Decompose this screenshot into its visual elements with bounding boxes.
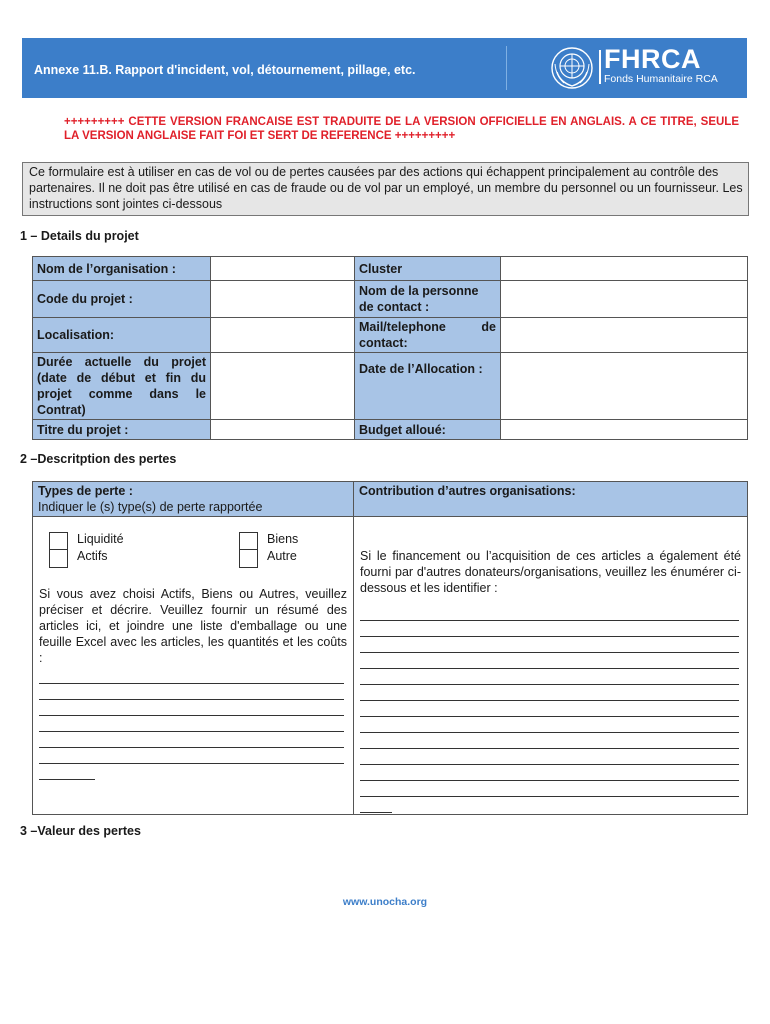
field-contact-mail-phone[interactable] [501,318,748,353]
field-project-code[interactable] [211,281,355,318]
field-project-duration[interactable] [211,353,355,420]
field-cluster[interactable] [501,257,748,281]
table-row [33,318,748,353]
field-project-title[interactable] [211,420,355,440]
field-budget[interactable] [501,420,748,440]
footer-website-link[interactable]: www.unocha.org [342,896,428,908]
checkbox-autre-label: Autre [267,549,297,563]
loss-type-checkboxes [39,532,347,576]
checkbox-autre[interactable] [239,549,258,568]
table-row [33,482,748,517]
project-details-table [32,256,748,440]
banner-divider [506,46,507,90]
field-location[interactable] [211,318,355,353]
checkbox-actifs[interactable] [49,549,68,568]
table-row [33,353,748,420]
header-banner [22,38,747,98]
loss-description-table [32,481,748,815]
contribution-instructions: Si le financement ou l’acquisition de ces articles a également été fourni par d'autres donateurs/organisations, veuillez les énumérer ci-dessous et les identifier : [360,549,741,595]
label-location: Localisation: [33,318,211,353]
loss-types-header [33,482,354,517]
field-organisation[interactable] [211,257,355,281]
contribution-cell [354,517,748,815]
label-project-code: Code du projet : [33,281,211,318]
label-allocation-date: Date de l’Allocation : [355,353,501,420]
field-contact-person[interactable] [501,281,748,318]
section-3-title: 3 –Valeur des pertes [20,824,141,838]
contribution-title: Contribution d’autres organisations: [359,484,576,498]
loss-details-instructions: Si vous avez choisi Actifs, Biens ou Autres, veuillez préciser et décrire. Veuillez fournir un résumé des articles ici, et joindre une liste d'emballage ou une feuille Excel avec les articles, les quantités et les coûts : [39,587,347,665]
contribution-header [354,482,748,517]
section-1-title: 1 – Details du projet [20,229,139,243]
loss-types-subtitle: Indiquer le (s) type(s) de perte rapportée [38,500,263,514]
loss-types-title: Types de perte : [38,484,133,498]
document-title: Annexe 11.B. Rapport d'incident, vol, détournement, pillage, etc. [34,63,416,77]
checkbox-biens-label: Biens [267,532,299,546]
label-project-duration: Durée actuelle du projet (date de début et fin du projet comme dans le Contrat) [33,353,211,420]
section-2-title: 2 –Descritption des pertes [20,452,177,466]
label-organisation: Nom de l’organisation : [33,257,211,281]
un-emblem-icon [550,46,594,90]
loss-types-cell [33,517,354,815]
table-row [33,281,748,318]
brand-divider [599,50,601,84]
table-row [33,257,748,281]
contribution-lines[interactable] [360,605,741,813]
loss-details-lines[interactable] [39,668,347,780]
field-allocation-date[interactable] [501,353,748,420]
label-budget: Budget alloué: [355,420,501,440]
brand-subtitle: Fonds Humanitaire RCA [604,73,718,85]
brand-name: FHRCA [604,44,701,74]
table-row [33,517,748,815]
checkbox-liquidite-label: Liquidité [77,532,124,546]
label-cluster: Cluster [355,257,501,281]
translation-warning: +++++++++ CETTE VERSION FRANCAISE EST TRADUITE DE LA VERSION OFFICIELLE EN ANGLAIS. A CE TITRE, SEULE LA VERSION ANGLAISE FAIT FOI ET SERT DE REFERENCE +++++++++ [64,116,739,142]
table-row [33,420,748,440]
checkbox-actifs-label: Actifs [77,549,108,563]
label-contact-person: Nom de la personne de contact : [355,281,501,318]
intro-notice: Ce formulaire est à utiliser en cas de vol ou de pertes causées par des actions qui échappent principalement au contrôle des partenaires. Il ne doit pas être utilisé en cas de fraude ou de vol par un employé, un membre du personnel ou un fournisseur. Les instructions sont jointes ci-dessous [22,162,749,216]
label-contact-mail-phone: Mail/telephone de contact: [355,318,501,353]
label-project-title: Titre du projet : [33,420,211,440]
